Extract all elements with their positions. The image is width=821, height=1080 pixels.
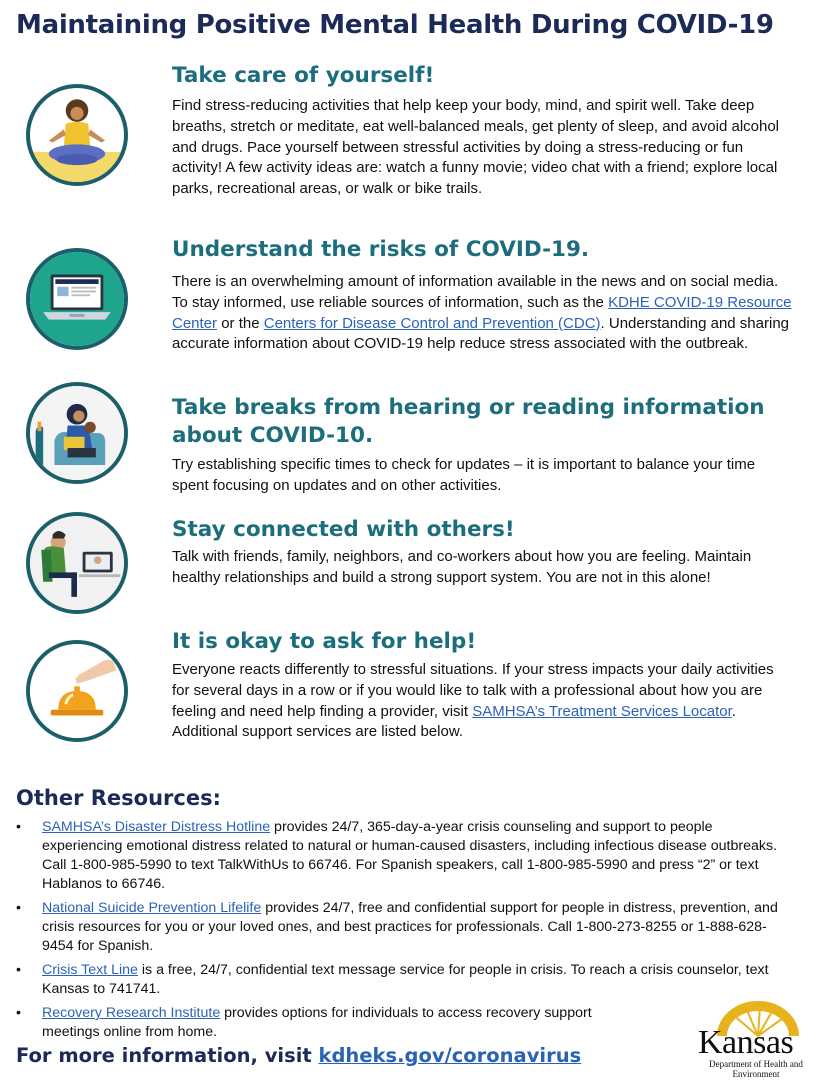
kdhe-logo (692, 1000, 812, 1080)
resource-text: provides 24/7, free and confidential support for people in distress, prevention, and crisis resources for you or your loved ones, and best practices for professionals. Call 1-800-273-8255 or 1-888-628-9454 for Spanish. (42, 900, 778, 954)
recovery-research-institute-link[interactable]: Recovery Research Institute (42, 1005, 221, 1021)
bullet: • (16, 900, 21, 916)
section-title: Take care of yourself! (172, 63, 435, 88)
laptop-icon (26, 248, 128, 350)
section-body: Find stress-reducing activities that help keep your body, mind, and spirit well. Take deep breaths, stretch or meditate, eat well-balanced meals, get plenty of sleep, and avoid alcohol and drugs. Pace yourself between stressful activities by doing a stress-reducing or fun activity! A few activity ideas are: watch a funny movie; video chat with a friend; explore local parks, recreational areas, or walk or bike trails. (172, 97, 780, 198)
cdc-link[interactable]: Centers for Disease Control and Prevention (CDC) (263, 314, 601, 332)
bullet: • (16, 962, 21, 978)
other-resources-heading: Other Resources: (16, 786, 221, 810)
bullet: • (16, 1005, 21, 1021)
samhsa-locator-link[interactable]: SAMHSA’s Treatment Services Locator (472, 702, 732, 720)
meditation-icon (26, 84, 128, 186)
body-text: . Additional support services are listed below. (172, 702, 736, 741)
body-text: . Understanding and sharing accurate information about COVID-19 help reduce stress associated with the outbreak. (172, 314, 790, 353)
section-title: It is okay to ask for help! (172, 629, 477, 654)
section-body: Talk with friends, family, neighbors, and co-workers about how you are feeling. Maintain healthy relationships and build a strong support system. You are not in this alone! (172, 548, 752, 586)
footer-more-info (16, 1044, 581, 1067)
suicide-prevention-lifeline-link[interactable]: National Suicide Prevention Lifelife (42, 900, 262, 916)
kdhe-resource-center-link[interactable]: KDHE COVID-19 Resource Center (172, 293, 792, 332)
section-body: Try establishing specific times to check for updates – it is important to balance your time spent focusing on updates and on other activities. (172, 456, 756, 494)
body-text: There is an overwhelming amount of information available in the news and on social media. To stay informed, use reliable sources of information, such as the (172, 273, 779, 311)
section-body (172, 272, 792, 355)
resource-text: provides 24/7, 365-day-a-year crisis counseling and support to people experiencing emotional distress related to natural or human-caused disasters, including infectious disease outbreaks. Call 1-800-985-5990 to text TalkWithUs to 66746. For Spanish speakers, call 1-800-985-5990 and press “2” or text Hablanos to 66746. (42, 819, 778, 892)
disaster-distress-hotline-link[interactable]: SAMHSA’s Disaster Distress Hotline (42, 819, 271, 835)
list-item (0, 899, 821, 956)
body-text: Everyone reacts differently to stressful situations. If your stress impacts your daily activities for several days in a row or if you would like to talk with a professional about how you are feeling and need help finding a provider, visit (172, 661, 774, 720)
section-body (172, 660, 792, 743)
service-bell-icon (26, 640, 128, 742)
list-item (0, 818, 821, 894)
kdheks-coronavirus-link[interactable]: kdheks.gov/coronavirus (318, 1044, 582, 1067)
body-text: or the (217, 314, 264, 332)
resource-text: is a free, 24/7, confidential text message service for people in crisis. To reach a crisis counselor, text Kansas to 741741. (42, 962, 769, 997)
section-title: Understand the risks of COVID-19. (172, 237, 590, 262)
logo-wordmark: Kansas (698, 1024, 794, 1061)
crisis-text-line-link[interactable]: Crisis Text Line (42, 962, 138, 978)
resource-text: provides options for individuals to access recovery support meetings online from home. (42, 1005, 592, 1040)
list-item (0, 961, 821, 999)
reading-parent-child-icon (26, 382, 128, 484)
video-call-icon (26, 512, 128, 614)
page-title: Maintaining Positive Mental Health During COVID-19 (16, 10, 774, 40)
section-title: Take breaks from hearing or reading information about COVID-10. (172, 395, 765, 448)
section-title: Stay connected with others! (172, 517, 515, 542)
bullet: • (16, 819, 21, 835)
logo-department: Department of Health and Environment (709, 1059, 803, 1079)
footer-text: For more information, visit (16, 1044, 319, 1067)
